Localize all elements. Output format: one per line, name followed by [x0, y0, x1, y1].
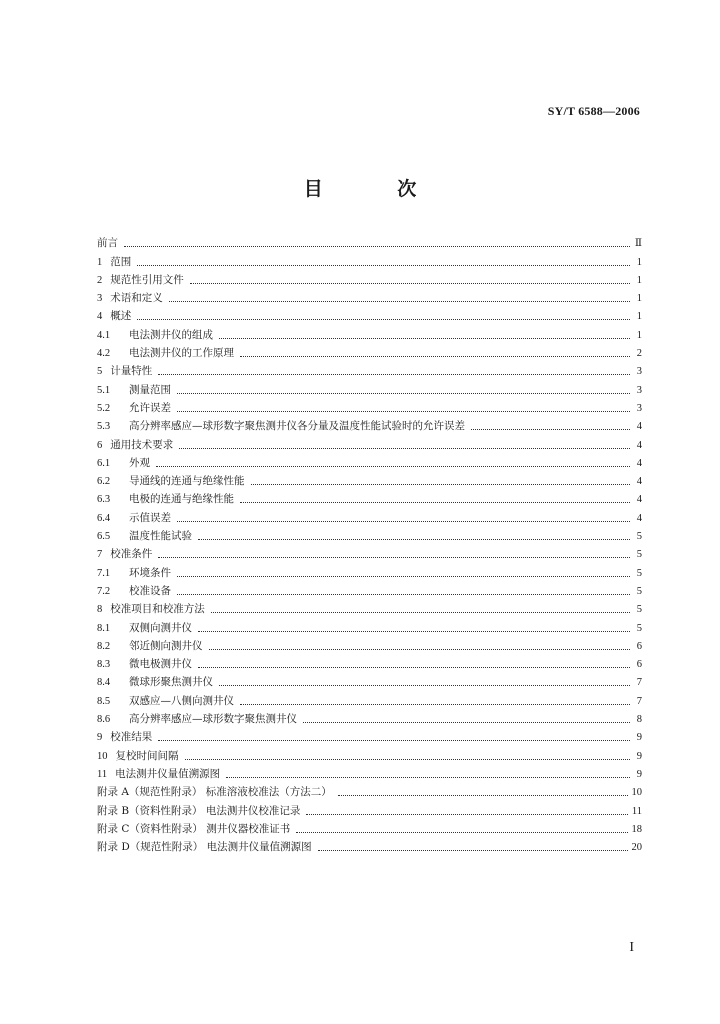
toc-entry-page: 5 [636, 567, 642, 579]
toc-dot-leader [185, 759, 631, 760]
toc-entry-number: 6.5 [97, 531, 111, 543]
toc-entry[interactable] [97, 689, 642, 707]
toc-entry-page: 18 [631, 823, 642, 835]
toc-entry[interactable] [97, 269, 642, 287]
toc-entry[interactable] [97, 415, 642, 433]
toc-dot-leader [177, 411, 630, 412]
toc-dot-leader [251, 484, 631, 485]
toc-dot-leader [177, 576, 630, 577]
toc-entry[interactable] [97, 250, 642, 268]
toc-entry-label: 高分辨率感应—球形数字聚焦测井仪各分量及温度性能试验时的允许误差 [129, 420, 465, 433]
page-number: I [629, 940, 634, 955]
toc-entry-page: 1 [636, 329, 642, 341]
toc-entry-page: Ⅱ [634, 238, 642, 250]
toc-entry-label: 测量范围 [129, 383, 171, 396]
toc-entry[interactable] [97, 726, 642, 744]
toc-entry-page: 5 [636, 622, 642, 634]
toc-entry-page: 3 [636, 384, 642, 396]
toc-entry-label: 外观 [129, 456, 150, 469]
toc-entry[interactable] [97, 818, 642, 836]
toc-entry-page: 7 [636, 677, 642, 689]
toc-dot-leader [209, 649, 631, 650]
document-number: SY/T 6588—2006 [547, 104, 640, 118]
toc-entry-label: 复校时间间隔 [115, 749, 179, 762]
toc-dot-leader [240, 502, 630, 503]
toc-entry-number: 6.3 [97, 494, 111, 506]
toc-entry-label: 附录 B（资料性附录） 电法测井仪校准记录 [97, 804, 301, 817]
toc-dot-leader [471, 429, 630, 430]
toc-entry-label: 计量特性 [110, 365, 153, 378]
toc-entry[interactable] [97, 580, 642, 598]
toc-entry-label: 允许误差 [129, 401, 171, 414]
toc-entry-page: 9 [636, 732, 642, 744]
toc-dot-leader [179, 448, 630, 449]
toc-entry-page: 3 [636, 402, 642, 414]
toc-entry-number: 7.2 [97, 585, 111, 597]
toc-entry-label: 附录 A（规范性附录） 标准溶液校准法（方法二） [97, 786, 332, 799]
toc-entry[interactable] [97, 525, 642, 543]
toc-entry-number: 5.2 [97, 402, 111, 414]
toc-entry-number: 7 [97, 549, 103, 561]
toc-entry[interactable] [97, 305, 642, 323]
toc-entry[interactable] [97, 744, 642, 762]
page-title: 目 次 [303, 178, 451, 200]
toc-entry-number: 6 [97, 439, 103, 451]
toc-entry[interactable] [97, 671, 642, 689]
toc-entry[interactable] [97, 360, 642, 378]
toc-entry-label: 校准设备 [129, 584, 171, 597]
toc-dot-leader [240, 704, 630, 705]
toc-entry[interactable] [97, 543, 642, 561]
toc-entry-page: 20 [631, 842, 642, 854]
toc-entry-number: 8.3 [97, 659, 111, 671]
toc-dot-leader [158, 740, 630, 741]
toc-dot-leader [177, 521, 630, 522]
toc-entry-number: 11 [97, 768, 108, 780]
toc-entry[interactable] [97, 433, 642, 451]
toc-dot-leader [211, 612, 630, 613]
toc-entry-number: 10 [97, 750, 108, 762]
toc-entry-label: 校准结果 [110, 731, 153, 744]
toc-entry-label: 范围 [110, 255, 132, 268]
toc-entry-page: 2 [636, 348, 642, 360]
toc-entry-label: 规范性引用文件 [110, 273, 184, 286]
toc-entry-page: 11 [631, 805, 642, 817]
toc-entry-number: 4 [97, 311, 103, 323]
toc-dot-leader [177, 594, 630, 595]
toc-entry[interactable] [97, 561, 642, 579]
toc-entry[interactable] [97, 799, 642, 817]
table-of-contents [97, 232, 642, 854]
toc-dot-leader [318, 850, 628, 851]
toc-dot-leader [338, 795, 628, 796]
toc-entry-page: 4 [636, 421, 642, 433]
toc-entry[interactable] [97, 836, 642, 854]
toc-entry-number: 5.1 [97, 384, 111, 396]
toc-entry-number: 8 [97, 604, 103, 616]
toc-dot-leader [198, 539, 630, 540]
toc-entry[interactable] [97, 470, 642, 488]
toc-entry-label: 电极的连通与绝缘性能 [129, 493, 234, 506]
toc-dot-leader [219, 685, 630, 686]
toc-entry-label: 双感应—八侧向测井仪 [129, 694, 234, 707]
toc-entry-page: 6 [636, 659, 642, 671]
toc-entry-number: 3 [97, 293, 103, 305]
toc-dot-leader [198, 667, 630, 668]
toc-dot-leader [137, 265, 630, 266]
toc-entry-label: 通用技术要求 [110, 438, 174, 451]
toc-entry-number: 6.1 [97, 457, 111, 469]
toc-entry[interactable] [97, 342, 642, 360]
toc-dot-leader [198, 631, 630, 632]
toc-entry[interactable] [97, 708, 642, 726]
toc-entry[interactable] [97, 616, 642, 634]
toc-entry-label: 微电极测井仪 [129, 658, 192, 671]
toc-entry[interactable] [97, 598, 642, 616]
toc-entry-page: 5 [636, 585, 642, 597]
toc-dot-leader [190, 283, 630, 284]
toc-entry-label: 电法测井仪的工作原理 [129, 347, 234, 360]
toc-entry-label: 导通线的连通与绝缘性能 [129, 475, 245, 488]
toc-entry-page: 9 [636, 768, 642, 780]
toc-entry-page: 6 [636, 640, 642, 652]
toc-entry-label: 电法测井仪的组成 [129, 328, 213, 341]
toc-dot-leader [158, 374, 630, 375]
toc-dot-leader [226, 777, 630, 778]
toc-dot-leader [177, 393, 630, 394]
toc-dot-leader [156, 466, 630, 467]
toc-entry-number: 4.2 [97, 348, 111, 360]
toc-entry-number: 9 [97, 732, 103, 744]
toc-entry-label: 电法测井仪量值溯源图 [115, 767, 221, 780]
toc-dot-leader [169, 301, 630, 302]
toc-entry-label: 附录 C（资料性附录） 测井仪器校准证书 [97, 822, 291, 835]
toc-dot-leader [158, 557, 630, 558]
toc-entry-page: 3 [636, 366, 642, 378]
toc-entry-number: 8.6 [97, 714, 111, 726]
toc-entry-number: 5 [97, 366, 103, 378]
toc-entry-label: 邻近侧向测井仪 [129, 639, 203, 652]
toc-entry-page: 4 [636, 512, 642, 524]
toc-entry-page: 4 [636, 494, 642, 506]
toc-entry-page: 8 [636, 714, 642, 726]
toc-entry[interactable] [97, 506, 642, 524]
toc-entry-page: 1 [636, 274, 642, 286]
toc-entry-page: 5 [636, 531, 642, 543]
toc-entry-number: 1 [97, 256, 103, 268]
toc-dot-leader [296, 832, 627, 833]
toc-entry[interactable] [97, 397, 642, 415]
toc-entry-number: 2 [97, 274, 103, 286]
toc-entry[interactable] [97, 653, 642, 671]
toc-entry-page: 5 [636, 604, 642, 616]
toc-entry-number: 6.2 [97, 476, 111, 488]
toc-dot-leader [306, 814, 627, 815]
toc-entry-label: 术语和定义 [110, 292, 163, 305]
toc-entry-number: 8.2 [97, 640, 111, 652]
toc-entry-page: 7 [636, 695, 642, 707]
toc-entry[interactable] [97, 323, 642, 341]
toc-entry[interactable] [97, 781, 642, 799]
toc-entry[interactable] [97, 635, 642, 653]
toc-entry[interactable] [97, 763, 642, 781]
toc-entry-number: 4.1 [97, 329, 111, 341]
toc-entry[interactable] [97, 287, 642, 305]
toc-entry[interactable] [97, 488, 642, 506]
toc-entry-number: 5.3 [97, 421, 111, 433]
toc-entry-label: 示值误差 [129, 511, 171, 524]
toc-entry-page: 9 [636, 750, 642, 762]
toc-entry-label: 温度性能试验 [129, 530, 192, 543]
toc-entry-page: 1 [636, 293, 642, 305]
toc-entry-number: 8.4 [97, 677, 111, 689]
toc-entry-label: 校准项目和校准方法 [110, 603, 205, 616]
toc-dot-leader [240, 356, 630, 357]
toc-entry-number: 7.1 [97, 567, 111, 579]
toc-entry-label: 附录 D（规范性附录） 电法测井仪量值溯源图 [97, 841, 312, 854]
toc-entry-page: 5 [636, 549, 642, 561]
toc-entry-page: 10 [631, 787, 642, 799]
toc-entry[interactable] [97, 452, 642, 470]
toc-entry-page: 1 [636, 256, 642, 268]
toc-dot-leader [124, 246, 630, 247]
toc-entry-label: 微球形聚焦测井仪 [129, 676, 213, 689]
toc-entry-page: 4 [636, 476, 642, 488]
toc-entry-label: 高分辨率感应—球形数字聚焦测井仪 [129, 713, 297, 726]
toc-entry-number: 8.5 [97, 695, 111, 707]
toc-dot-leader [137, 319, 630, 320]
toc-entry-number: 6.4 [97, 512, 111, 524]
toc-entry-label: 前言 [97, 237, 118, 250]
toc-entry-page: 1 [636, 311, 642, 323]
toc-entry-number: 8.1 [97, 622, 111, 634]
toc-entry-page: 4 [636, 439, 642, 451]
toc-dot-leader [303, 722, 630, 723]
toc-entry-label: 环境条件 [129, 566, 171, 579]
toc-entry[interactable] [97, 232, 642, 250]
toc-dot-leader [219, 338, 630, 339]
toc-entry-label: 校准条件 [110, 548, 153, 561]
toc-entry-label: 概述 [110, 310, 132, 323]
toc-entry-page: 4 [636, 457, 642, 469]
toc-entry[interactable] [97, 378, 642, 396]
toc-entry-label: 双侧向测井仪 [129, 621, 192, 634]
